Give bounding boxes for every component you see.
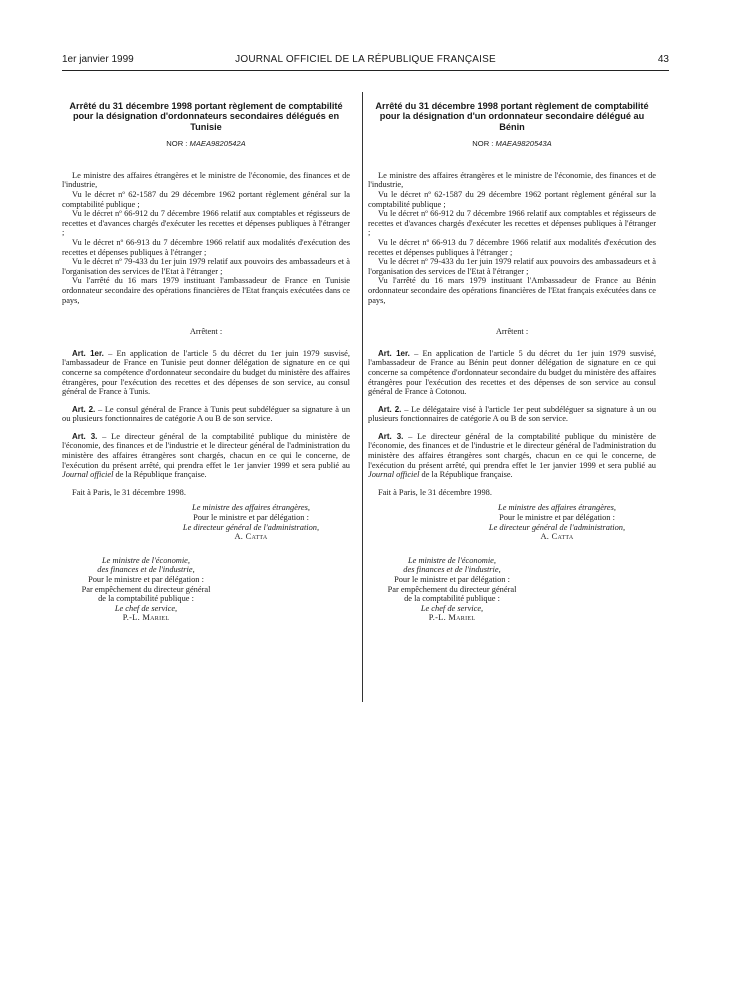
article-label: Art. 1er. bbox=[378, 348, 410, 358]
article-text: – Le consul général de France à Tunis peut subdéléguer sa signature à un ou plusieurs fonctionnaires de catégorie A ou B de son service. bbox=[62, 404, 351, 424]
preamble-paragraph: Le ministre des affaires étrangères et le ministre de l'économie, des finances et de l'industrie, bbox=[62, 170, 350, 190]
signature-line: Pour le ministre et par délégation : bbox=[193, 513, 309, 523]
journal-officiel-italic: Journal officiel bbox=[368, 470, 420, 480]
signature-line: de la comptabilité publique : bbox=[98, 594, 194, 604]
signatory-name: A. Catta bbox=[234, 532, 268, 542]
article-3 bbox=[368, 432, 656, 480]
arretent-heading: Arrêtent : bbox=[189, 327, 223, 337]
header-page-number: 43 bbox=[657, 54, 669, 65]
header-journal-title: JOURNAL OFFICIEL DE LA RÉPUBLIQUE FRANÇAISE bbox=[235, 54, 496, 65]
nor-reference bbox=[62, 139, 350, 149]
article-label: Art. 1er. bbox=[72, 348, 104, 358]
header-date: 1er janvier 1999 bbox=[62, 54, 134, 65]
done-at-paris: Fait à Paris, le 31 décembre 1998. bbox=[378, 487, 492, 497]
signature-line: Le ministre de l'économie, bbox=[407, 555, 496, 565]
nor-label: NOR : bbox=[166, 139, 188, 149]
article-text-end: de la République française. bbox=[419, 470, 513, 480]
right-column bbox=[368, 101, 656, 623]
signature-line: des finances et de l'industrie, bbox=[97, 565, 195, 575]
article-text-end: de la République française. bbox=[113, 470, 207, 480]
signature-line: des finances et de l'industrie, bbox=[403, 565, 501, 575]
article-text: – Le délégataire visé à l'article 1er peut subdéléguer sa signature à un ou plusieurs fonctionnaires de catégorie A ou B de son service. bbox=[368, 404, 657, 424]
article-1 bbox=[368, 349, 656, 397]
preamble-paragraph: Vu le décret nº 79-433 du 1er juin 1979 relatif aux pouvoirs des ambassadeurs et à l'organisation des services de l'Etat à l'étranger ; bbox=[368, 257, 656, 276]
article-label: Art. 3. bbox=[378, 431, 404, 441]
preamble-paragraph: Vu le décret nº 66-913 du 7 décembre 1966 relatif aux modalités d'exécution des recettes et dépenses publiques à l'étranger ; bbox=[368, 237, 656, 257]
preamble-paragraph: Vu l'arrêté du 16 mars 1979 instituant l'ambassadeur de France en Tunisie ordonnateur secondaire des opérations financières de l'Etat français exécutées dans ce pays, bbox=[62, 276, 350, 305]
article-2 bbox=[62, 405, 350, 424]
article-1 bbox=[62, 349, 350, 397]
article-text: – En application de l'article 5 du décret du 1er juin 1979 susvisé, l'ambassadeur de France au Bénin peut donner délégation de signature en ce qui concerne sa compétence d'ordonnateur secondaire du budget du ministère des affaires étrangères pour l'exécution des recettes et des dépenses de son service au consul général de France à Cotonou. bbox=[368, 348, 656, 397]
signature-economy bbox=[52, 556, 240, 623]
signature-line: Le chef de service, bbox=[114, 603, 178, 613]
arretent-heading: Arrêtent : bbox=[495, 327, 529, 337]
nor-label: NOR : bbox=[472, 139, 494, 149]
preamble-paragraph: Vu le décret nº 66-912 du 7 décembre 1966 relatif aux comptables et régisseurs de recettes et d'avances chargés d'exécuter les recettes et dépenses publiques à l'étranger ; bbox=[62, 209, 350, 238]
journal-officiel-italic: Journal officiel bbox=[62, 470, 114, 480]
decree-title: Arrêté du 31 décembre 1998 portant règlement de comptabilité pour la désignation d'un ordonnateur secondaire délégué au Bénin bbox=[375, 101, 649, 132]
signature-foreign-affairs bbox=[458, 503, 656, 541]
preamble-paragraph: Le ministre des affaires étrangères et le ministre de l'économie, des finances et de l'industrie, bbox=[368, 170, 656, 190]
signature-line: Pour le ministre et par délégation : bbox=[499, 513, 615, 523]
signature-line: Le directeur général de l'administration, bbox=[488, 522, 626, 532]
signatory-name: P.-L. Mariel bbox=[428, 613, 476, 623]
article-label: Art. 2. bbox=[72, 404, 96, 414]
preamble-paragraph: Vu le décret nº 62-1587 du 29 décembre 1962 portant règlement général sur la comptabilité publique ; bbox=[62, 190, 350, 209]
signature-line: Pour le ministre et par délégation : bbox=[394, 575, 510, 584]
signature-line: de la comptabilité publique : bbox=[404, 594, 500, 604]
signature-line: Pour le ministre et par délégation : bbox=[88, 575, 204, 584]
signature-line: Le ministre des affaires étrangères, bbox=[192, 503, 310, 513]
article-text: – En application de l'article 5 du décret du 1er juin 1979 susvisé, l'ambassadeur de France en Tunisie peut donner délégation de signature en ce qui concerne sa compétence d'ordonnateur secondaire du budget du ministère des affaires étrangères, pour l'exécution des recettes et des dépenses de son service, au consul général de France à Tunis. bbox=[62, 348, 350, 397]
signature-line: Le ministre des affaires étrangères, bbox=[498, 503, 616, 513]
done-at-paris: Fait à Paris, le 31 décembre 1998. bbox=[72, 487, 186, 497]
signature-line: Le chef de service, bbox=[420, 603, 484, 613]
header-rule bbox=[62, 70, 669, 71]
signatory-name: A. Catta bbox=[540, 532, 574, 542]
nor-code: MAEA9820542A bbox=[189, 139, 246, 149]
left-column bbox=[62, 101, 350, 623]
signature-line: Le directeur général de l'administration, bbox=[182, 522, 320, 532]
preamble-paragraph: Vu le décret nº 79-433 du 1er juin 1979 relatif aux pouvoirs des ambassadeurs et à l'organisation des services de l'Etat à l'étranger ; bbox=[62, 257, 350, 276]
signature-line: Par empêchement du directeur général bbox=[81, 584, 211, 594]
article-3 bbox=[62, 432, 350, 480]
preamble-paragraph: Vu l'arrêté du 16 mars 1979 instituant l'Ambassadeur de France au Bénin ordonnateur secondaire des opérations financières de l'Etat français exécutées dans ce pays, bbox=[368, 276, 656, 305]
signature-line: Par empêchement du directeur général bbox=[387, 584, 517, 594]
preamble-paragraph: Vu le décret nº 66-913 du 7 décembre 1966 relatif aux modalités d'exécution des recettes et dépenses publiques à l'étranger ; bbox=[62, 237, 350, 257]
article-2 bbox=[368, 405, 656, 424]
signatory-name: P.-L. Mariel bbox=[122, 613, 170, 623]
signature-line: Le ministre de l'économie, bbox=[101, 555, 190, 565]
article-text: – Le directeur général de la comptabilité publique du ministère de l'économie, des finances et de l'industrie et le directeur général de l'administration du ministère des affaires étrangères sont chargés, chacun en ce qui le concerne, de l'exécution du présent arrêté, qui prendra effet le 1er janvier 1999 et sera publié au bbox=[368, 431, 656, 470]
signature-economy bbox=[358, 556, 546, 623]
nor-code: MAEA9820543A bbox=[495, 139, 552, 149]
article-label: Art. 3. bbox=[72, 431, 98, 441]
preamble-paragraph: Vu le décret nº 66-912 du 7 décembre 1966 relatif aux comptables et régisseurs de recettes et d'avances chargés d'exécuter les recettes et dépenses publiques à l'étranger ; bbox=[368, 209, 656, 238]
signature-foreign-affairs bbox=[152, 503, 350, 541]
preamble-paragraph: Vu le décret nº 62-1587 du 29 décembre 1962 portant règlement général sur la comptabilité publique ; bbox=[368, 190, 656, 209]
nor-reference bbox=[368, 139, 656, 149]
page-header bbox=[62, 54, 669, 70]
article-text: – Le directeur général de la comptabilité publique du ministère de l'économie, des finances et de l'industrie et le directeur général de l'administration du ministère des affaires étrangères sont chargés, chacun en ce qui le concerne, de l'exécution du présent arrêté, qui prendra effet le 1er janvier 1999 et sera publié au bbox=[62, 431, 350, 470]
decree-title: Arrêté du 31 décembre 1998 portant règlement de comptabilité pour la désignation d'ordonnateurs secondaires délégués en Tunisie bbox=[69, 101, 343, 132]
article-label: Art. 2. bbox=[378, 404, 402, 414]
